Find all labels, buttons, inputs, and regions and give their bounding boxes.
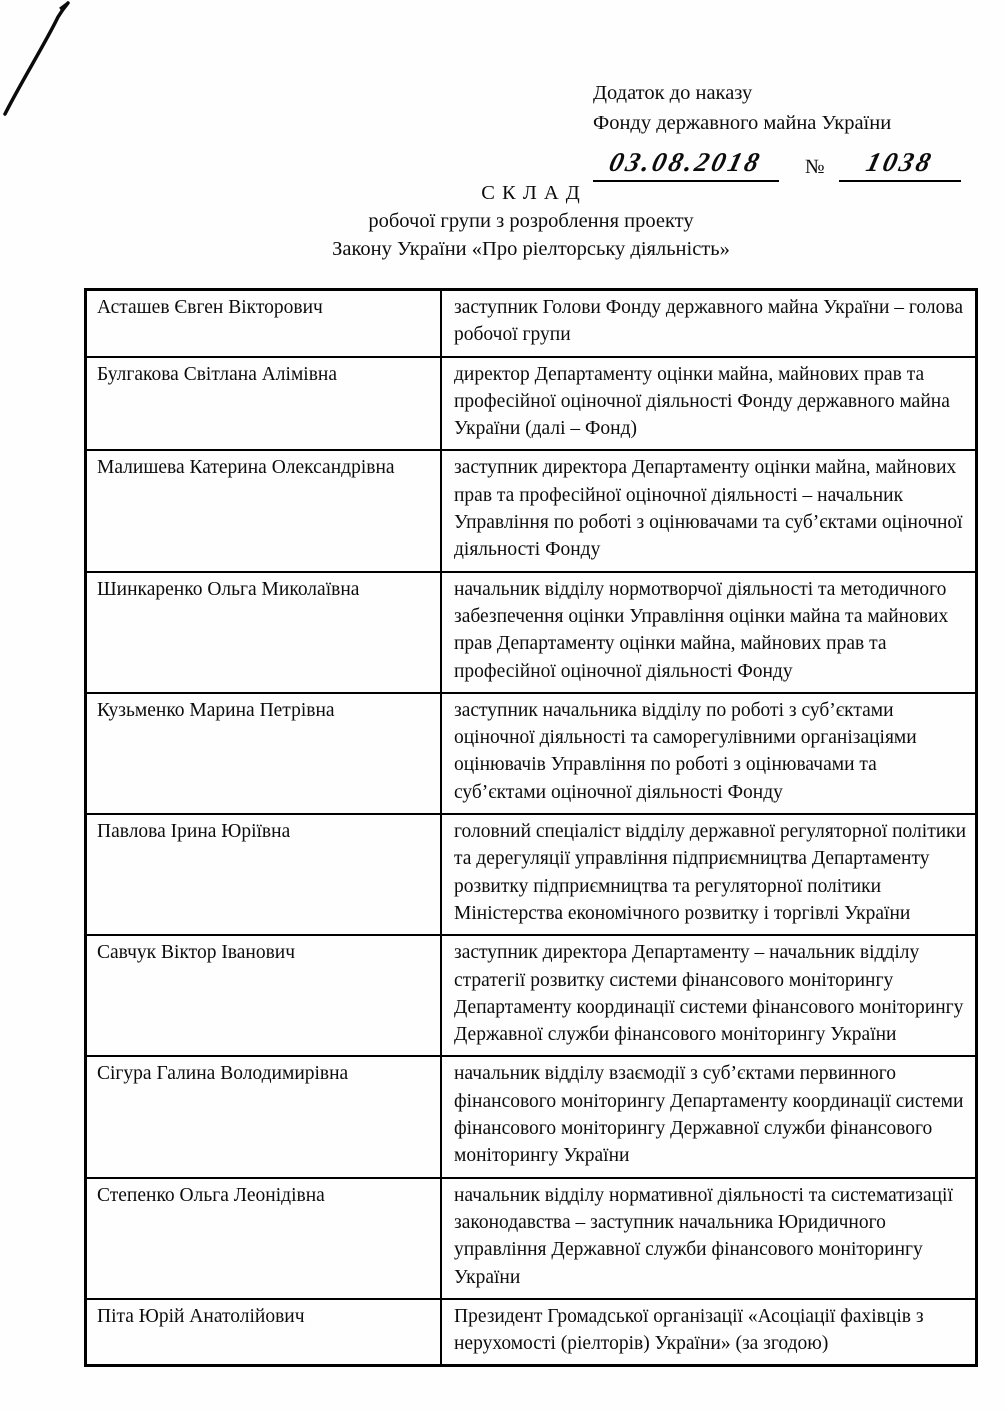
member-position: директор Департаменту оцінки майна, майнових прав та професійної оціночної діяльності Фонду державного майна України (далі – Фонд) [441,357,977,451]
working-group-members-table [84,288,978,1367]
table-row [86,1056,977,1177]
member-position: Президент Громадської організації «Асоціації фахівців з нерухомості (ріелторів) України» (за згодою) [441,1299,977,1366]
table-row [86,1178,977,1299]
table-row [86,814,977,935]
title-line-group: робочої групи з розроблення проекту [368,210,694,232]
member-name: Малишева Катерина Олександрівна [86,450,442,571]
order-date-field [593,147,779,182]
member-position: заступник Голови Фонду державного майна України – голова робочої групи [441,290,977,357]
table-row [86,572,977,693]
table-row [86,357,977,451]
member-name: Булгакова Світлана Алімівна [86,357,442,451]
member-name: Савчук Віктор Іванович [86,935,442,1056]
member-name: Степенко Ольга Леонідівна [86,1178,442,1299]
table-row [86,450,977,571]
member-name: Шинкаренко Ольга Миколаївна [86,572,442,693]
member-position: начальник відділу нормотворчої діяльності та методичного забезпечення оцінки Управління оцінки майна та майнових прав Департаменту оцінки майна, майнових прав та професійної оціночної діяльності Фонду [441,572,977,693]
member-name: Кузьменко Марина Петрівна [86,693,442,814]
member-position: заступник директора Департаменту оцінки майна, майнових прав та професійної оціночної діяльності – начальник Управління по роботі з оцінювачами та суб’єктами оціночної діяльності Фонду [441,450,977,571]
member-position: начальник відділу нормативної діяльності та систематизації законодавства – заступник начальника Юридичного управління Державної служби фінансового моніторингу України [441,1178,977,1299]
order-reference-block [593,78,961,182]
title-line-sklad: С К Л А Д [481,182,581,204]
pen-stroke-mark [0,0,90,130]
order-number-field [839,147,961,182]
order-date-number-row [593,142,961,182]
order-reference-line2: Фонду державного майна України [593,112,892,134]
member-name: Асташев Євген Вікторович [86,290,442,357]
handwritten-number: 1038 [862,147,937,177]
table-row [86,935,977,1056]
order-reference-line1: Додаток до наказу [593,82,753,104]
member-position: головний спеціаліст відділу державної регуляторної політики та дерегуляції управління підприємництва Департаменту розвитку підприємництва та регуляторної політики Міністерства економічного розвитку і торгівлі України [441,814,977,935]
handwritten-date: 03.08.2018 [606,147,766,177]
title-line-law: Закону України «Про ріелторську діяльність» [332,238,730,260]
member-name: Павлова Ірина Юріївна [86,814,442,935]
number-sign: № [805,156,825,178]
member-name: Піта Юрій Анатолійович [86,1299,442,1366]
table-row [86,693,977,814]
member-name: Сігура Галина Володимирівна [86,1056,442,1177]
member-position: заступник начальника відділу по роботі з суб’єктами оціночної діяльності та саморегулівними організаціями оцінювачів Управління по роботі з оцінювачами та суб’єктами оціночної діяльності Фонду [441,693,977,814]
member-position: заступник директора Департаменту – начальник відділу стратегії розвитку системи фінансового моніторингу Департаменту координації системи фінансового моніторингу Державної служби фінансового моніторингу України [441,935,977,1056]
member-position: начальник відділу взаємодії з суб’єктами первинного фінансового моніторингу Департаменту координації системи фінансового моніторингу Державної служби фінансового моніторингу України [441,1056,977,1177]
table-row [86,290,977,357]
document-title [84,179,978,263]
table-row [86,1299,977,1366]
members-table-body [86,290,977,1366]
